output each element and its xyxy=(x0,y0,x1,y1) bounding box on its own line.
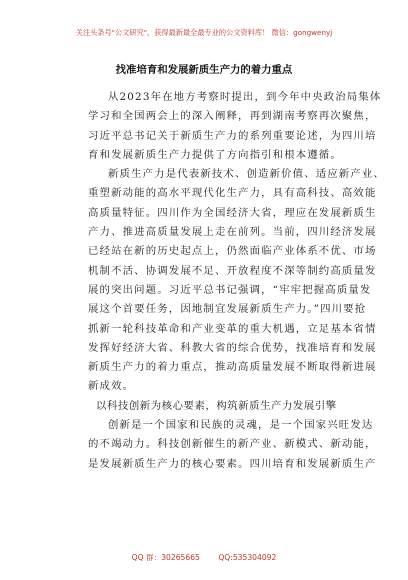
body-line: 学习和全国两会上的深入阐释，再到湖南考察再次聚焦， xyxy=(88,110,377,123)
body-line: 已经站在新的历史起点上，仍然面临产业体系不优、市场 xyxy=(88,245,377,258)
document-body xyxy=(88,88,385,474)
body-line: 是发展新质生产力的核心要素。四川培育和发展新质生产 xyxy=(88,457,377,470)
body-line: 发挥好经济大省、科教大省的综合优势，找准培育和发展 xyxy=(88,341,377,354)
body-line: 创新是一个国家和民族的灵魂，是一个国家兴旺发达 xyxy=(108,419,374,432)
body-line: 习近平总书记关于新质生产力的系列重要论述，为四川培 xyxy=(88,129,377,142)
body-line: 新成效。 xyxy=(88,380,135,393)
body-line: 新质生产力的着力重点，推动高质量发展不断取得新进展 xyxy=(88,361,377,374)
body-line: 从2023年在地方考察时提出，到今年中央政治局集体 xyxy=(108,91,382,103)
footer-qq-group: QQ 群：30265665 xyxy=(131,553,200,562)
body-line: 机制不活、协调发展不足、开放程度不深等制约高质量发 xyxy=(88,264,377,277)
body-line: 的不竭动力。科技创新催生的新产业、新模式、新动能， xyxy=(88,438,377,451)
body-line: 重塑新动能的高水平现代化生产力，具有高科技、高效能 xyxy=(88,187,377,200)
body-line: 展的突出问题。习近平总书记强调，“牢牢把握高质量发 xyxy=(88,283,372,296)
body-line: 展这个首要任务，因地制宜发展新质生产力。”四川要抢 xyxy=(88,303,367,316)
body-line: 产力、推进高质量发展上走在前列。当前，四川经济发展 xyxy=(88,226,377,239)
body-line: 新质生产力是代表新技术、创造新价值、适应新产业、 xyxy=(108,168,385,181)
footer-qq: QQ:535304092 xyxy=(218,553,277,562)
top-banner: 关注头条号"公文研究"，获得最新最全最专业的公文资料库！ 微信：gongwenyj xyxy=(75,28,333,37)
body-line: 抓新一轮科技革命和产业变革的重大机遇，立足基本省情 xyxy=(88,322,377,335)
footer xyxy=(0,552,408,563)
body-line: 育和发展新质生产力提供了方向指引和根本遵循。 xyxy=(88,148,342,161)
document-title: 找准培育和发展新质生产力的着力重点 xyxy=(115,64,293,76)
body-line: 高质量特征。四川作为全国经济大省，理应在发展新质生 xyxy=(88,206,377,219)
section-heading: 以科技创新为核心要素，构筑新质生产力发展引擎 xyxy=(96,399,337,412)
